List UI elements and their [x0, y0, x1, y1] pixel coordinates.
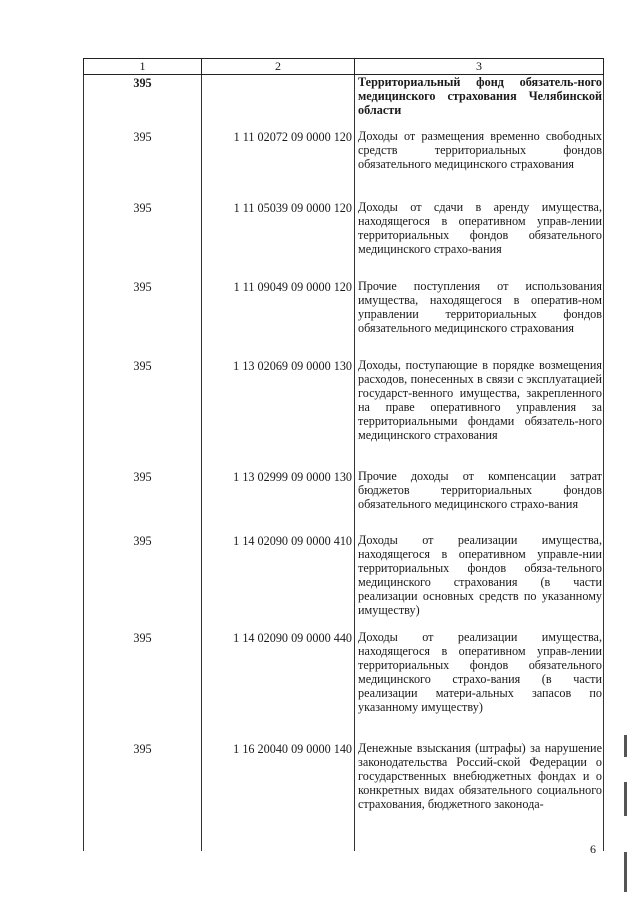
revenue-code-cell: 1 14 02090 09 0000 410 — [202, 533, 355, 630]
table-row — [84, 741, 604, 851]
table-row — [84, 533, 604, 630]
revenue-name-cell: Прочие поступления от использования имущества, находящегося в оператив-ном управлении территориальных фондов обязательного медицинского страхования — [355, 279, 604, 358]
table-row — [84, 279, 604, 358]
admin-code-cell: 395 — [84, 533, 202, 630]
admin-code-cell: 395 — [84, 741, 202, 851]
admin-code-cell: 395 — [84, 358, 202, 469]
header-col-2: 2 — [202, 59, 355, 75]
revenue-code-cell: 1 11 02072 09 0000 120 — [202, 129, 355, 200]
revenue-code-cell: 1 16 20040 09 0000 140 — [202, 741, 355, 851]
admin-code-cell: 395 — [84, 630, 202, 741]
revenue-name-cell: Прочие доходы от компенсации затрат бюджетов территориальных фондов обязательного медицинского страхо-вания — [355, 469, 604, 533]
table-row — [84, 200, 604, 279]
table-row — [84, 75, 604, 129]
scan-edge-mark — [624, 735, 627, 757]
revenue-name-cell: Доходы, поступающие в порядке возмещения расходов, понесенных в связи с эксплуатацией государст-венного имущества, закрепленного на праве оперативного управления за территориальными фондами обязатель-ного медицинского страхования — [355, 358, 604, 469]
revenue-code-cell — [202, 75, 355, 129]
header-col-1: 1 — [84, 59, 202, 75]
revenue-code-cell: 1 11 09049 09 0000 120 — [202, 279, 355, 358]
header-col-3: 3 — [355, 59, 604, 75]
admin-code-cell: 395 — [84, 129, 202, 200]
scan-edge-mark — [624, 782, 627, 816]
admin-code-cell: 395 — [84, 469, 202, 533]
revenue-name-cell: Территориальный фонд обязатель-ного медицинского страхования Челябинской области — [355, 75, 604, 129]
revenue-name-cell: Доходы от размещения временно свободных средств территориальных фондов обязательного медицинского страхования — [355, 129, 604, 200]
revenue-code-cell: 1 11 05039 09 0000 120 — [202, 200, 355, 279]
admin-code-cell: 395 — [84, 279, 202, 358]
revenue-code-cell: 1 13 02069 09 0000 130 — [202, 358, 355, 469]
table-row — [84, 630, 604, 741]
revenue-name-cell: Доходы от сдачи в аренду имущества, находящегося в оперативном управ-лении территориальных фондов обязательного медицинского страхо-вания — [355, 200, 604, 279]
table-header-row — [84, 59, 604, 75]
revenue-code-cell: 1 13 02999 09 0000 130 — [202, 469, 355, 533]
revenue-name-cell: Доходы от реализации имущества, находящегося в оперативном управ-лении территориальных фондов обязательного медицинского страхо-вания (в части реализации матери-альных запасов по указанному имуществу) — [355, 630, 604, 741]
revenue-codes-table — [83, 58, 604, 851]
admin-code-cell: 395 — [84, 200, 202, 279]
table-row — [84, 129, 604, 200]
revenue-name-cell: Доходы от реализации имущества, находящегося в оперативном управле-нии территориальных фондов обяза-тельного медицинского страхования (в части реализации основных средств по указанному имуществу) — [355, 533, 604, 630]
admin-code-cell: 395 — [84, 75, 202, 129]
table-row — [84, 469, 604, 533]
revenue-code-cell: 1 14 02090 09 0000 440 — [202, 630, 355, 741]
page-number: 6 — [590, 842, 596, 856]
scan-edge-mark — [624, 852, 627, 892]
table-row — [84, 358, 604, 469]
revenue-name-cell: Денежные взыскания (штрафы) за нарушение законодательства Россий-ской Федерации о государственных внебюджетных фондах и о конкретных видах обязательного социального страхования, бюджетного законода- — [355, 741, 604, 851]
